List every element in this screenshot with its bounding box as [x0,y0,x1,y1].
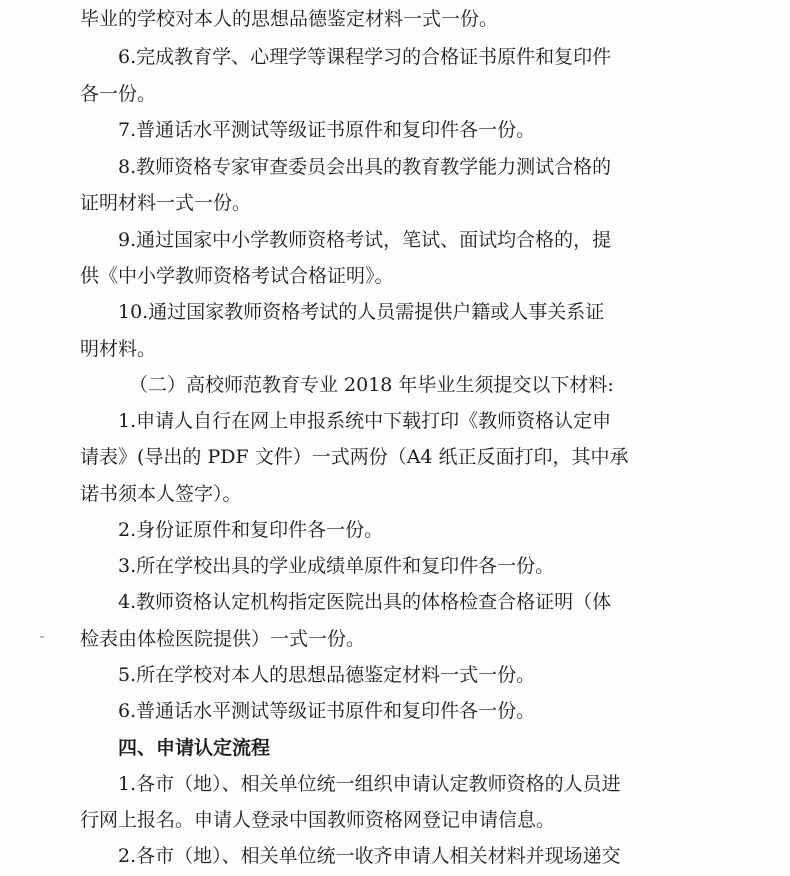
list-item-8: 8.教师资格专家审查委员会出具的教育教学能力测试合格的 [118,156,612,178]
text-line: 供《中小学教师资格考试合格证明》。 [80,265,394,287]
text-line: 各一份。 [80,83,157,105]
list-item-1: 1.申请人自行在网上申报系统中下载打印《教师资格认定申 [118,410,612,432]
list-item-2b: 2.各市（地）、相关单位统一收齐申请人相关材料并现场递交 [118,845,621,867]
list-item-1b: 1.各市（地）、相关单位统一组织申请认定教师资格的人员进 [118,773,621,795]
list-item-2: 2.身份证原件和复印件各一份。 [118,519,384,541]
list-item-10: 10.通过国家教师资格考试的人员需提供户籍或人事关系证 [118,301,605,323]
list-item-3: 3.所在学校出具的学业成绩单原件和复印件各一份。 [118,555,555,577]
list-item-9: 9.通过国家中小学教师资格考试，笔试、面试均合格的，提 [118,229,612,251]
text-line: 检表由体检医院提供）一式一份。 [80,628,366,650]
text-line: 证明材料一式一份。 [80,192,252,214]
list-item-6: 6.完成教育学、心理学等课程学习的合格证书原件和复印件 [118,46,612,68]
list-item-6b: 6.普通话水平测试等级证书原件和复印件各一份。 [118,700,536,722]
section-subheading: （二）高校师范教育专业 2018 年毕业生须提交以下材料: [129,374,614,396]
text-line: 明材料。 [80,338,157,360]
text-line: 行网上报名。申请人登录中国教师资格网登记申请信息。 [80,809,556,831]
list-item-4: 4.教师资格认定机构指定医院出具的体格检查合格证明（体 [118,591,612,613]
text-line: 毕业的学校对本人的思想品德鉴定材料一式一份。 [80,8,499,30]
section-heading: 四、申请认定流程 [118,737,271,759]
text-line: 诺书须本人签字）。 [80,483,242,505]
list-item-7: 7.普通话水平测试等级证书原件和复印件各一份。 [118,119,536,141]
text-line: 请表》(导出的 PDF 文件）一式两份（A4 纸正反面打印，其中承 [80,446,629,468]
scan-mark [40,636,44,638]
list-item-5: 5.所在学校对本人的思想品德鉴定材料一式一份。 [118,664,536,686]
